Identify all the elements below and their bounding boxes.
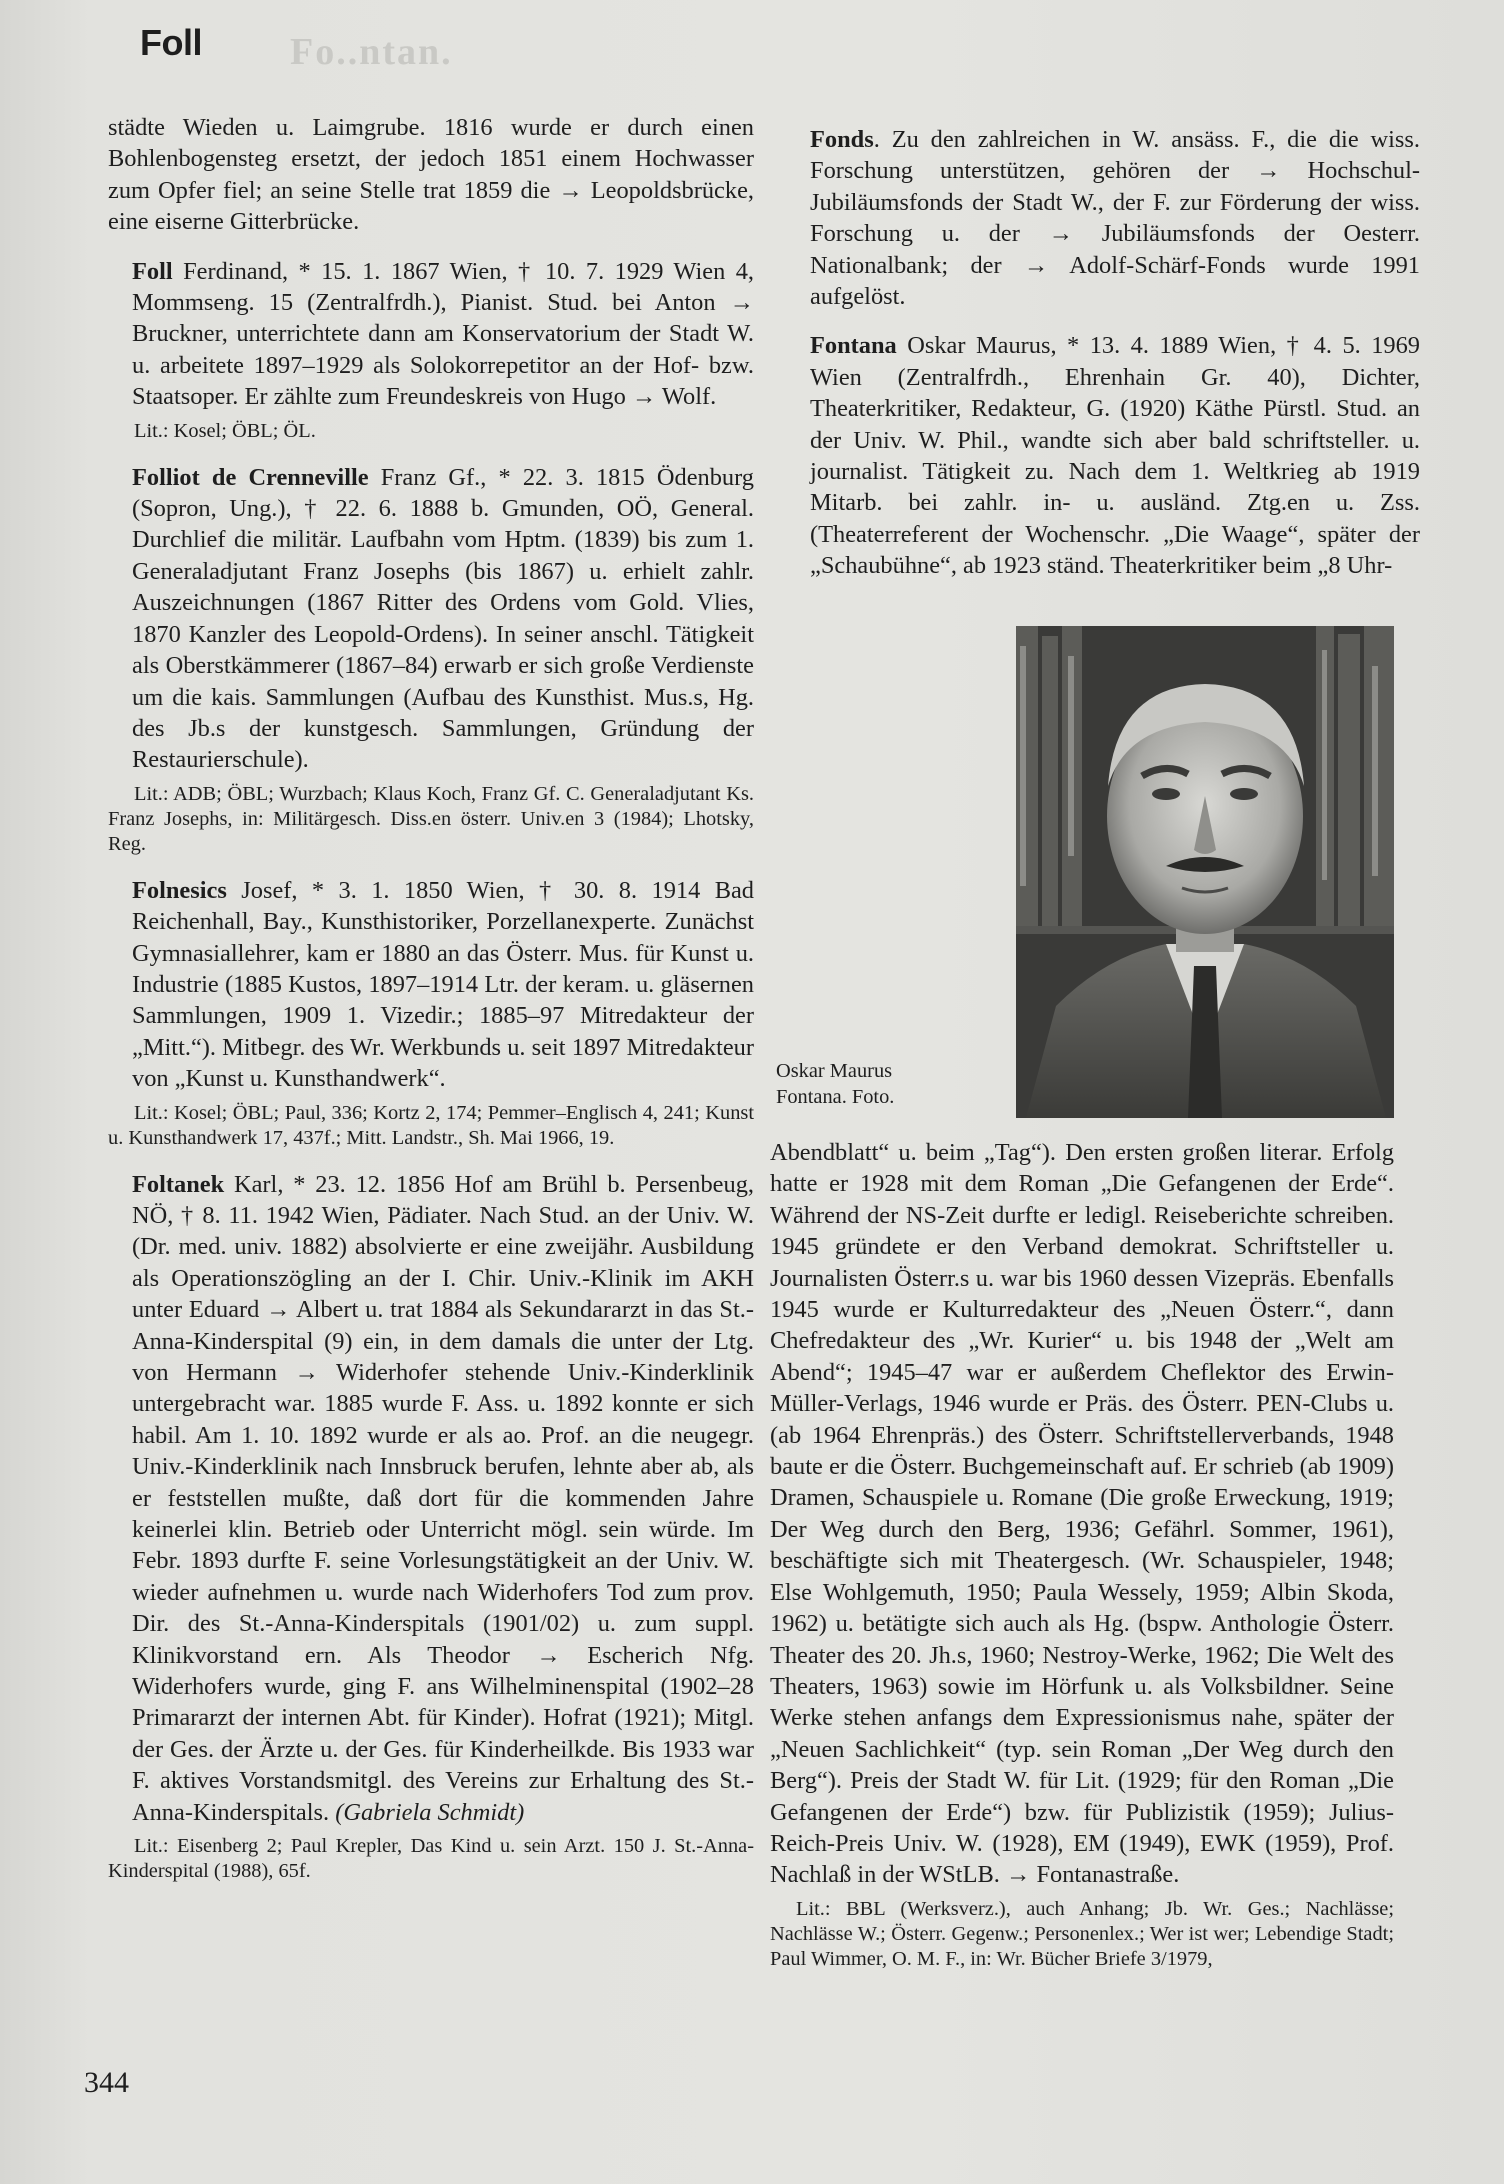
entry-lemma: Folliot de Crenneville [132, 463, 369, 491]
photo-caption: Oskar Maurus Fontana. Foto. [776, 1060, 895, 1108]
entry-fontana-continued [770, 1137, 1394, 1972]
right-column-bottom [770, 1137, 1394, 1990]
entry-literature: Lit.: BBL (Werksverz.), auch Anhang; Jb. Wr. Ges.; Nachlässe; Nachlässe W.; Österr. Gegenw.; Personenlex.; Wer ist wer; Lebendige Stadt; Paul Wimmer, O. M. F., in: Wr. Bücher Briefe 3/1979, [770, 1897, 1394, 1970]
entry-literature: Lit.: Eisenberg 2; Paul Krepler, Das Kind u. sein Arzt. 150 J. St.-Anna-Kinderspital (1988), 65f. [108, 1835, 754, 1883]
continuation-text: städte Wieden u. Laimgrube. 1816 wurde er durch einen Bohlenbogensteg ersetzt, der jedoch 1851 einem Hochwasser zum Opfer fiel; an seine Stelle trat 1859 die → Leopoldsbrücke, eine eiserne Gitterbrücke. [108, 114, 754, 236]
page-number: 344 [84, 2066, 129, 2099]
entry-text: Karl, * 23. 12. 1856 Hof am Brühl b. Persenbeug, NÖ, † 8. 11. 1942 Wien, Pädiater. Nach Stud. an der Univ. W. (Dr. med. univ. 1882) absolvierte er eine zweijähr. Ausbildung als Operationszögling an der I. Chir. Univ.-Klinik im AKH unter Eduard → Albert u. trat 1884 als Sekundararzt in das St.-Anna-Kinderspital (9) ein, in dem damals die unter der Ltg. von Hermann → Widerhofer stehende Univ.-Kinderklinik untergebracht war. 1885 wurde F. Ass. u. 1892 konnte er sich habil. Am 1. 10. 1892 wurde er als ao. Prof. an die neugegr. Univ.-Kinderklinik nach Innsbruck berufen, lehnte aber ab, als er feststellen mußte, daß dort für die kommenden Jahre keinerlei klin. Betrieb oder Unterricht mögl. sein würde. Im Febr. 1893 durfte F. seine Vorlesungstätigkeit an der Univ. W. wieder aufnehmen u. wurde nach Widerhofers Tod zum prov. Dir. des St.-Anna-Kinderspitals (1901/02) u. zum suppl. Klinikvorstand ern. Als Theodor → Escherich Nfg. Widerhofers wurde, ging F. ans Wilhelminenspital (1902–28 Primararzt der internen Abt. für Kinder). Hofrat (1921); Mitgl. der Ges. der Ärzte u. der Ges. für Kinderheilkde. Bis 1933 war F. aktives Vorstandsmitgl. des Vereins zur Erhaltung des St.-Anna-Kinderspitals. [132, 1170, 754, 1826]
entry-lemma: Foltanek [132, 1170, 225, 1198]
entry-fontana [786, 330, 1420, 581]
entry-folnesics [108, 875, 754, 1151]
entry-fonds [786, 124, 1420, 312]
entry-literature: Lit.: Kosel; ÖBL; Paul, 336; Kortz 2, 174; Pemmer–Englisch 4, 241; Kunst u. Kunsthandwerk 17, 437f.; Mitt. Landstr., Sh. Mai 1966, 19. [108, 1101, 754, 1149]
entry-lemma: Fontana [810, 332, 897, 360]
entry-lemma: Foll [132, 257, 173, 285]
portrait-photo [1016, 626, 1394, 1118]
entry-lemma: Folnesics [132, 876, 227, 904]
entry-text: Ferdinand, * 15. 1. 1867 Wien, † 10. 7. 1929 Wien 4, Mommseng. 15 (Zentralfrdh.), Pianist. Stud. bei Anton → Bruckner, unterrichtete dann am Konservatorium der Stadt W. u. arbeitete 1897–1929 als Solokorrepetitor an der Hof- bzw. Staatsoper. Er zählte zum Freundeskreis von Hugo → Wolf. [132, 257, 754, 411]
entry-text: . Zu den zahlreichen in W. ansäss. F., die die wiss. Forschung unterstützen, gehören der → Hochschul-Jubiläumsfonds der Stadt W., der F. zur Förderung der wiss. Forschung u. der → Jubiläumsfonds der Oesterr. Nationalbank; der → Adolf-Schärf-Fonds wurde 1991 aufgelöst. [810, 126, 1420, 311]
entry-author: (Gabriela Schmidt) [335, 1798, 525, 1826]
entry-literature: Lit.: Kosel; ÖBL; ÖL. [134, 419, 316, 442]
portrait-photo-icon [1016, 626, 1394, 1118]
entry-foltanek [108, 1169, 754, 1885]
entry-text: Josef, * 3. 1. 1850 Wien, † 30. 8. 1914 Bad Reichenhall, Bay., Kunsthistoriker, Porzellanexperte. Zunächst Gymnasiallehrer, kam er 1880 an das Österr. Mus. für Kunst u. Industrie (1885 Kustos, 1897–1914 Ltr. der keram. u. gläsernen Sammlungen, 1909 1. Vizedir.; 1885–97 Mitredakteur der „Mitt.“). Mitbegr. des Wr. Werkbunds u. seit 1897 Mitredakteur von „Kunst u. Kunsthandwerk“. [132, 876, 754, 1093]
entry-text: Franz Gf., * 22. 3. 1815 Ödenburg (Sopron, Ung.), † 22. 6. 1888 b. Gmunden, OÖ, General. Durchlief die militär. Laufbahn vom Hptm. (1839) bis zum 1. Generaladjutant Franz Josephs (bis 1867) u. erhielt zahlr. Auszeichnungen (1867 Ritter des Ordens vom Gold. Vlies, 1870 Kanzler des Leopold-Ordens). In seiner anschl. Tätigkeit als Oberstkämmerer (1867–84) erwarb er sich große Verdienste um die kais. Sammlungen (Aufbau des Kunsthist. Mus.s, Hg. des Jb.s der kunstgesch. Sammlungen, Gründung der Restaurierschule). [132, 463, 754, 774]
entry-literature: Lit.: ADB; ÖBL; Wurzbach; Klaus Koch, Franz Gf. C. Generaladjutant Ks. Franz Josephs, in: Militärgesch. Diss.en österr. Univ.en 3 (1984); Lhotsky, Reg. [108, 782, 754, 855]
entry-lemma: Fonds [810, 126, 874, 153]
entry-text: Abendblatt“ u. beim „Tag“). Den ersten großen literar. Erfolg hatte er 1928 mit dem Roman „Die Gefangenen der Erde“. Während der NS-Zeit durfte er ledigl. Reiseberichte schreiben. 1945 gründete er den Verband demokrat. Schriftsteller u. Journalisten Österr.s u. war bis 1960 dessen Vizepräs. Ebenfalls 1945 wurde er Kulturredakteur des „Neuen Österr.“, dann Chefredakteur des „Wr. Kurier“ u. bis 1948 der „Welt am Abend“; 1945–47 war er außerdem Cheflektor des Erwin-Müller-Verlags, 1946 wurde er Präs. des Österr. PEN-Clubs u. (ab 1964 Ehrenpräs.) des Österr. Schriftstellerverbands, 1948 baute er die Österr. Buchgemeinschaft auf. Er schrieb (ab 1909) Dramen, Schauspiele u. Romane (Die große Erweckung, 1919; Der Weg durch den Berg, 1936; Gefährl. Sommer, 1961), beschäftigte sich mit Theatergesch. (Wr. Schauspieler, 1948; Else Wohlgemuth, 1950; Paula Wessely, 1959; Albin Skoda, 1962) u. betätigte sich auch als Hg. (bspw. Anthologie Österr. Theater des 20. Jh.s, 1960; Nestroy-Werke, 1962; Die Welt des Theaters, 1963) sowie im Hörfunk u. als Volksbildner. Seine Werke stehen anfangs dem Expressionismus nahe, später der „Neuen Sachlichkeit“ (typ. sein Roman „Der Weg durch den Berg“). Preis der Stadt W. für Lit. (1929; für den Roman „Die Gefangenen der Erde“) bzw. für Publizistik (1959); Julius-Reich-Preis Univ. W. (1928), EM (1949), EWK (1959), Prof. Nachlaß in der WStLB. → Fontanastraße. [770, 1139, 1394, 1889]
entry-text: Oskar Maurus, * 13. 4. 1889 Wien, † 4. 5. 1969 Wien (Zentralfrdh., Ehrenhain Gr. 40), Dichter, Theaterkritiker, Redakteur, G. (1920) Käthe Pürstl. Stud. an der Univ. W. Phil., wandte sich aber bald schriftsteller. u. journalist. Tätigkeit zu. Nach dem 1. Weltkrieg ab 1919 Mitarb. bei zahlr. in- u. ausländ. Ztg.en u. Zss. (Theaterreferent der Wochenschr. „Die Waage“, später der „Schaubühne“, ab 1923 ständ. Theaterkritiker beim „8 Uhr- [810, 332, 1420, 580]
right-column-top [786, 124, 1420, 600]
left-column [108, 112, 754, 1902]
entry-folliot [108, 462, 754, 857]
page-header: Foll [140, 22, 202, 63]
bleed-through-text: Fo..ntan. [290, 31, 453, 73]
entry-foll [108, 256, 754, 444]
